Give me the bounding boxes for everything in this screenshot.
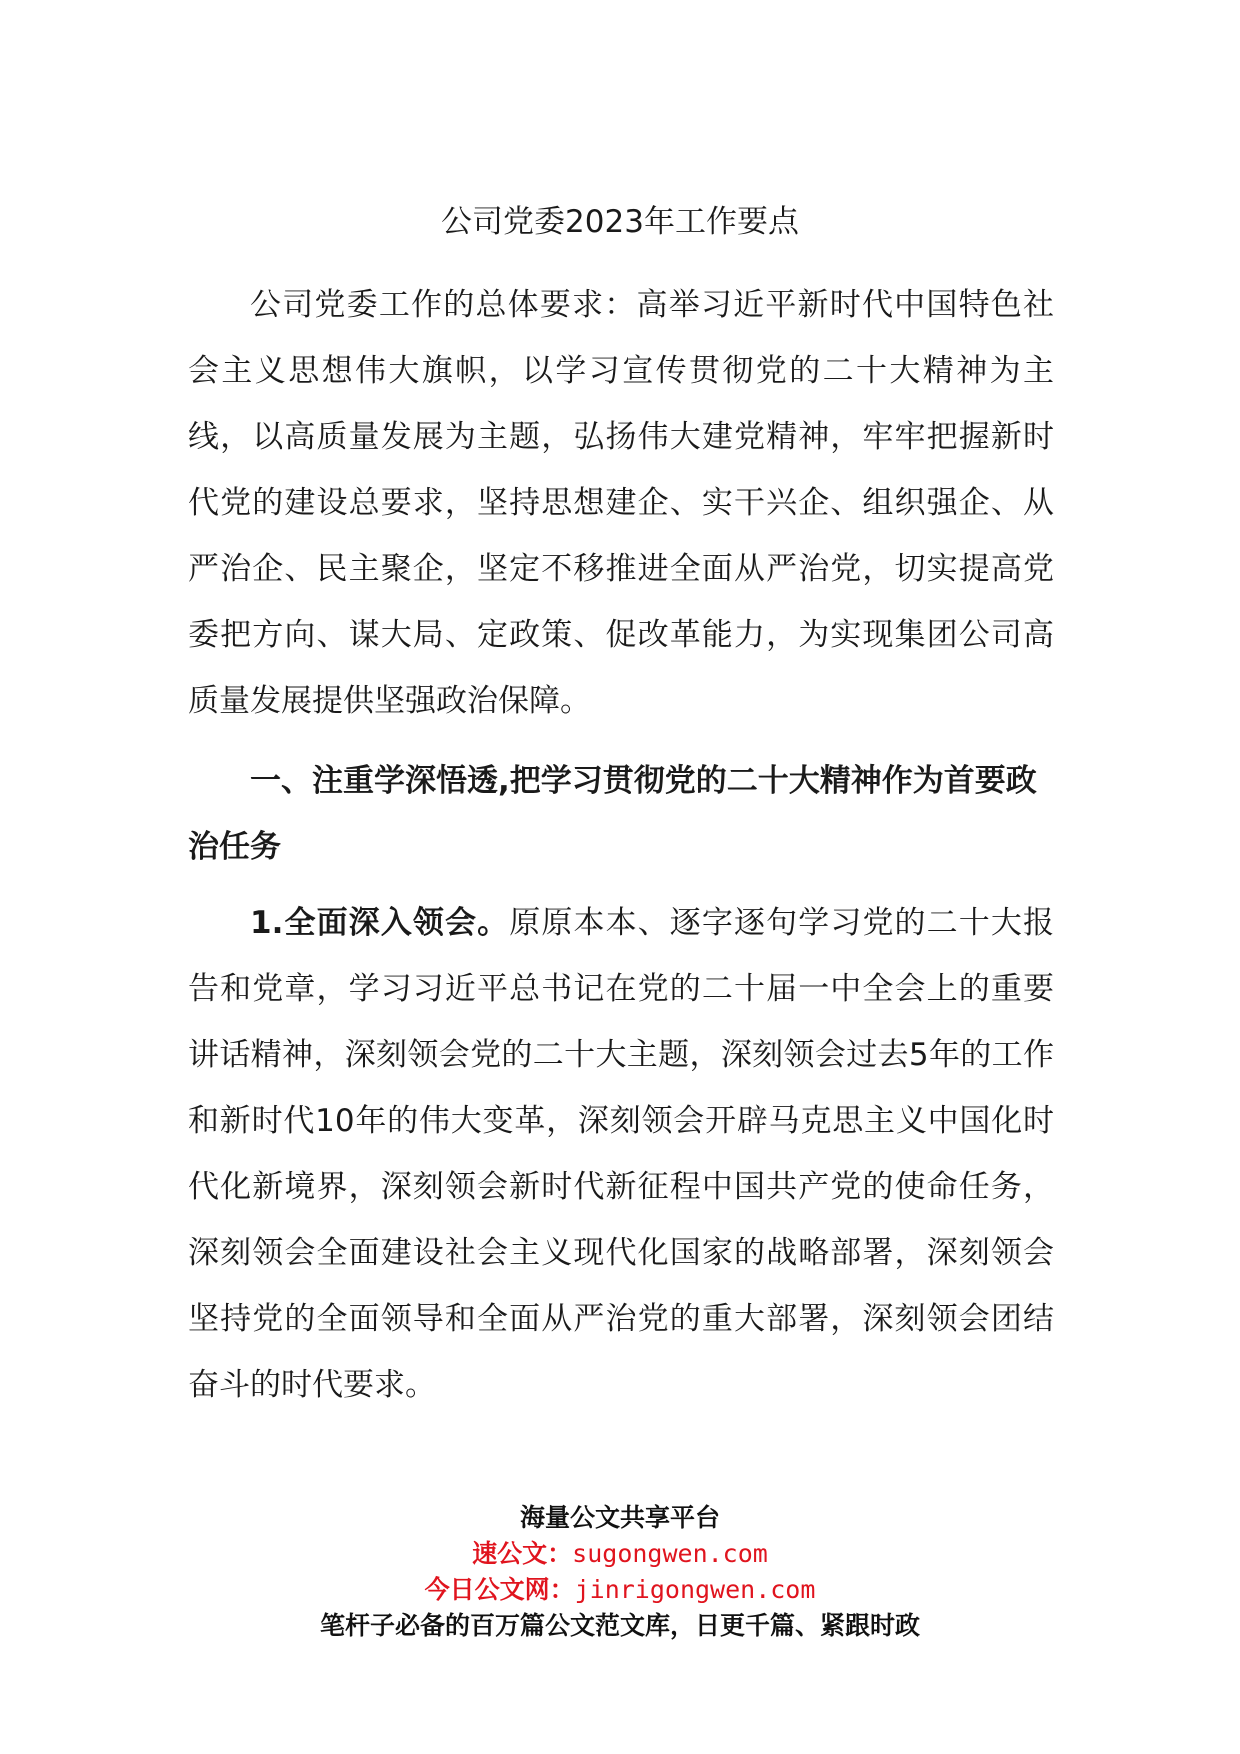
footer-platform: 海量公文共享平台 [519,1503,720,1532]
section-1-heading: 一、注重学深悟透,把学习贯彻党的二十大精神作为首要政治任务 [188,763,1037,865]
intro-paragraph: 公司党委工作的总体要求：高举习近平新时代中国特色社会主义思想伟大旗帜，以学习宣传贯彻党的二十大精神为主线，以高质量发展为主题，弘扬伟大建党精神，牢牢把握新时代党的建设总要求，坚持思想建企、实干兴企、组织强企、从严治企、民主聚企，坚定不移推进全面从严治党，切实提高党委把方向、谋大局、定政策、促改革能力，为实现集团公司高质量发展提供坚强政治保障。 [188,287,1054,719]
footer-site-2-url: jinrigongwen.com [574,1575,816,1604]
footer-slogan: 笔杆子必备的百万篇公文范文库，日更千篇、紧跟时政 [319,1611,920,1640]
footer-site-2 [0,1572,1240,1608]
footer-site-1-label: 速公文： [472,1539,573,1568]
footer-watermark [0,1500,1240,1644]
footer-site-1 [0,1536,1240,1572]
document-title: 公司党委2023年工作要点 [441,204,799,240]
item-1-body: 原原本本、逐字逐句学习党的二十大报告和党章，学习习近平总书记在党的二十届一中全会上的重要讲话精神，深刻领会党的二十大主题，深刻领会过去5年的工作和新时代10年的伟大变革，深刻领会开辟马克思主义中国化时代化新境界，深刻领会新时代新征程中国共产党的使命任务，深刻领会全面建设社会主义现代化国家的战略部署，深刻领会坚持党的全面领导和全面从严治党的重大部署，深刻领会团结奋斗的时代要求。 [188,905,1054,1403]
item-1-paragraph [188,890,1054,1418]
document-body [188,272,1054,1418]
item-1-lead: 1.全面深入领会。 [250,905,510,941]
footer-site-1-url: sugongwen.com [572,1539,768,1568]
footer-site-2-label: 今日公文网： [424,1575,575,1604]
